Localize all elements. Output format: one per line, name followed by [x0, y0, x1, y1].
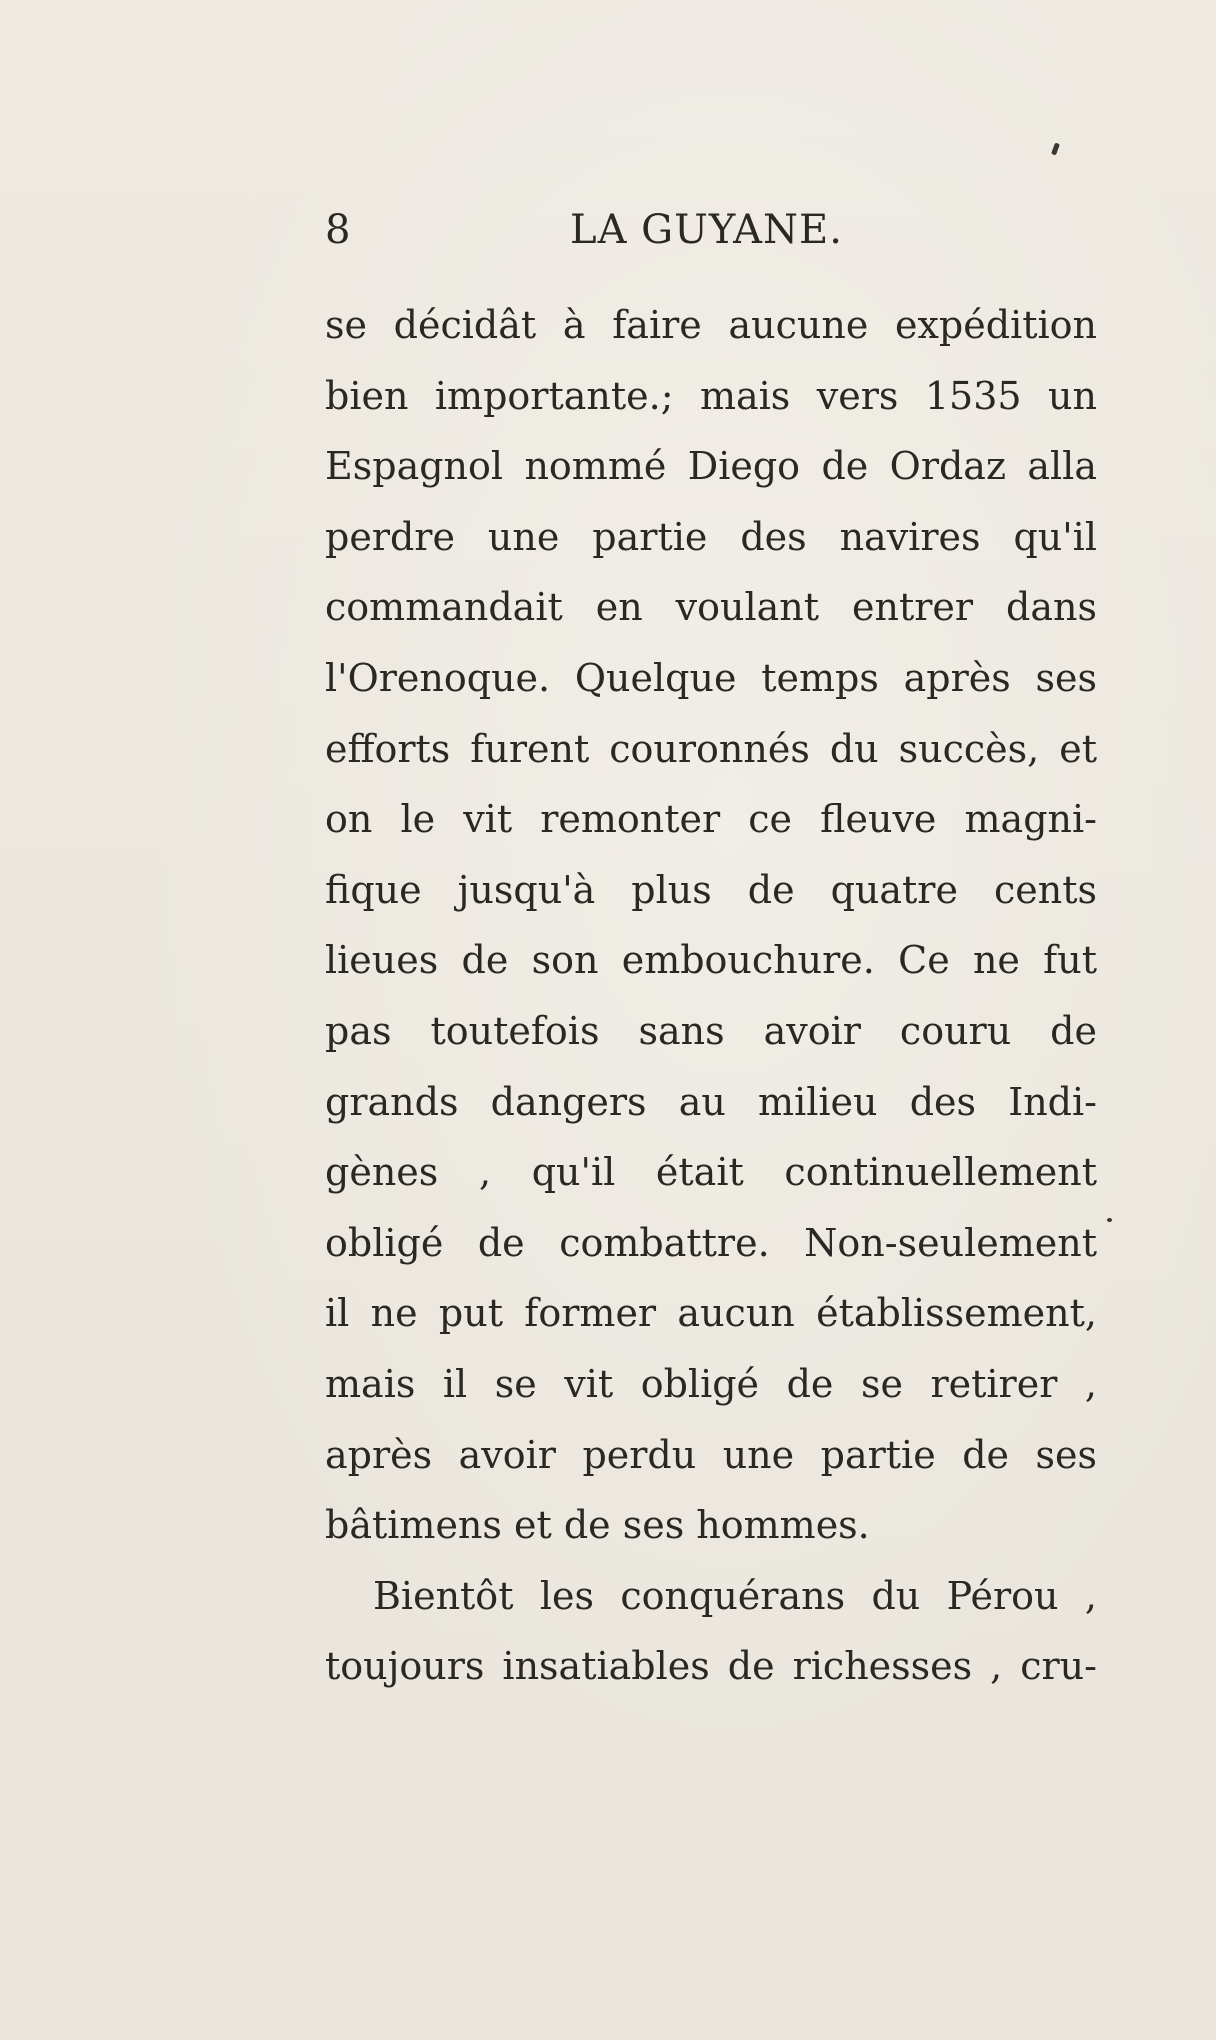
page-number: 8 [325, 207, 351, 253]
text-line: fique jusqu'à plus de quatre cents [325, 867, 1097, 912]
ink-speck [1107, 1218, 1112, 1222]
text-line: mais il se vit obligé de se retirer , [325, 1361, 1097, 1406]
body-text [325, 290, 1097, 1702]
text-line: commandait en voulant entrer dans [325, 585, 1097, 630]
page-header [325, 205, 1095, 275]
text-line: se décidât à faire aucune expédition [325, 303, 1097, 347]
text-line: il ne put former aucun établissement, [325, 1291, 1097, 1336]
text-line: l'Orenoque. Quelque temps après ses [325, 655, 1097, 700]
text-line: bien importante.; mais vers 1535 un [325, 373, 1097, 418]
text-line: après avoir perdu une partie de ses [325, 1432, 1097, 1477]
text-line: toujours insatiables de richesses , cru- [325, 1644, 1097, 1689]
text-line: on le vit remonter ce fleuve magni- [325, 797, 1097, 842]
paragraph-first-line: Bientôt les conquérans du Pérou , [373, 1573, 1097, 1618]
text-line: efforts furent couronnés du succès, et [325, 726, 1097, 771]
text-line: perdre une partie des navires qu'il [325, 514, 1097, 559]
text-line: lieues de son embouchure. Ce ne fut [325, 938, 1097, 983]
running-title: LA GUYANE. [570, 207, 843, 253]
text-line: obligé de combattre. Non-seulement [325, 1220, 1097, 1265]
text-line: gènes , qu'il était continuellement [325, 1150, 1097, 1195]
ink-speck [1051, 143, 1060, 156]
text-line: grands dangers au milieu des Indi- [325, 1079, 1097, 1124]
text-line: pas toutefois sans avoir couru de [325, 1008, 1097, 1053]
paragraph-last-line: bâtimens et de ses hommes. [325, 1503, 870, 1548]
text-line: Espagnol nommé Diego de Ordaz alla [325, 444, 1097, 489]
